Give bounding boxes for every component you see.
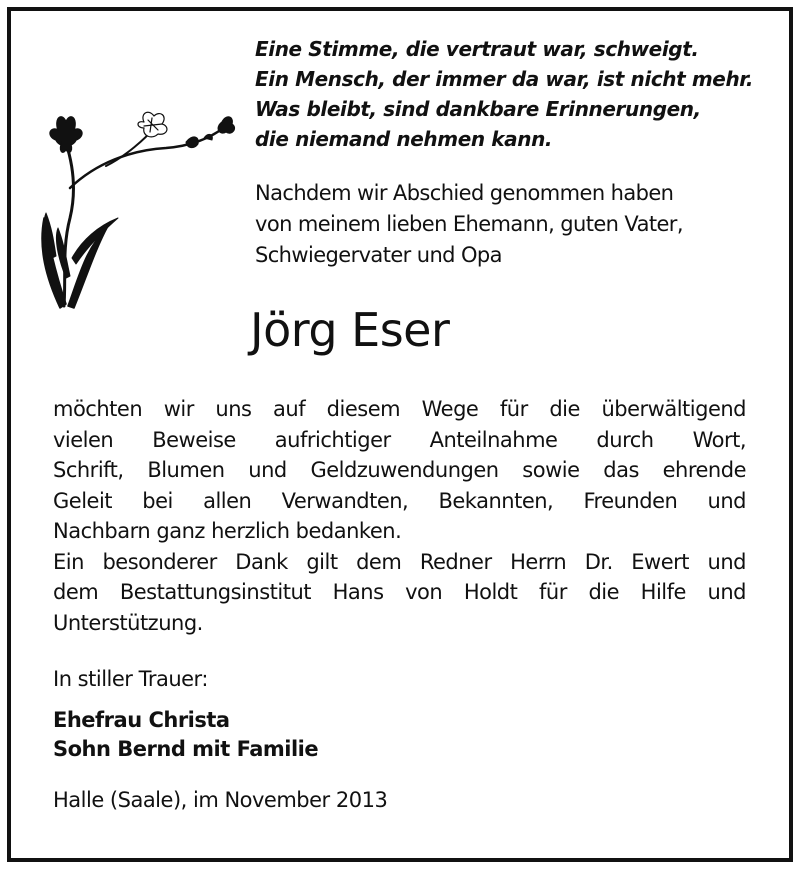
poem	[255, 34, 753, 154]
intro	[255, 178, 683, 271]
body-line: Geleit bei allen Verwandten, Bekannten, Freunden und	[53, 488, 746, 513]
body-line: möchten wir uns auf diesem Wege für die überwältigend	[53, 397, 746, 421]
body-line: dem Bestattungsinstitut Hans von Holdt für die Hilfe und	[53, 580, 746, 604]
mourning-label: In stiller Trauer:	[53, 667, 208, 691]
intro-line: Schwiegervater und Opa	[255, 243, 502, 267]
deceased-name: Jörg Eser	[250, 303, 450, 357]
signer: Sohn Bernd mit Familie	[53, 737, 319, 761]
intro-line: von meinem lieben Ehemann, guten Vater,	[255, 212, 683, 236]
poem-line: Ein Mensch, der immer da war, ist nicht mehr.	[255, 67, 754, 91]
iris-flower-icon	[36, 108, 242, 314]
signer: Ehefrau Christa	[53, 708, 230, 732]
poem-line: die niemand nehmen kann.	[255, 127, 553, 151]
poem-line: Was bleibt, sind dankbare Erinnerungen,	[255, 97, 701, 121]
body-line: Ein besonderer Dank gilt dem Redner Herrn Dr. Ewert und	[53, 549, 746, 574]
signers	[53, 706, 318, 764]
body-line: Unterstützung.	[53, 610, 203, 635]
body-line: Nachbarn ganz herzlich bedanken.	[53, 519, 402, 543]
poem-line: Eine Stimme, die vertraut war, schweigt.	[255, 37, 699, 61]
intro-line: Nachdem wir Abschied genommen haben	[255, 181, 674, 205]
body-line: vielen Beweise aufrichtiger Anteilnahme durch Wort,	[53, 427, 746, 452]
place-date: Halle (Saale), im November 2013	[53, 788, 388, 812]
body-line: Schrift, Blumen und Geldzuwendungen sowie das ehrende	[53, 458, 746, 482]
thank-you-text	[53, 394, 746, 638]
